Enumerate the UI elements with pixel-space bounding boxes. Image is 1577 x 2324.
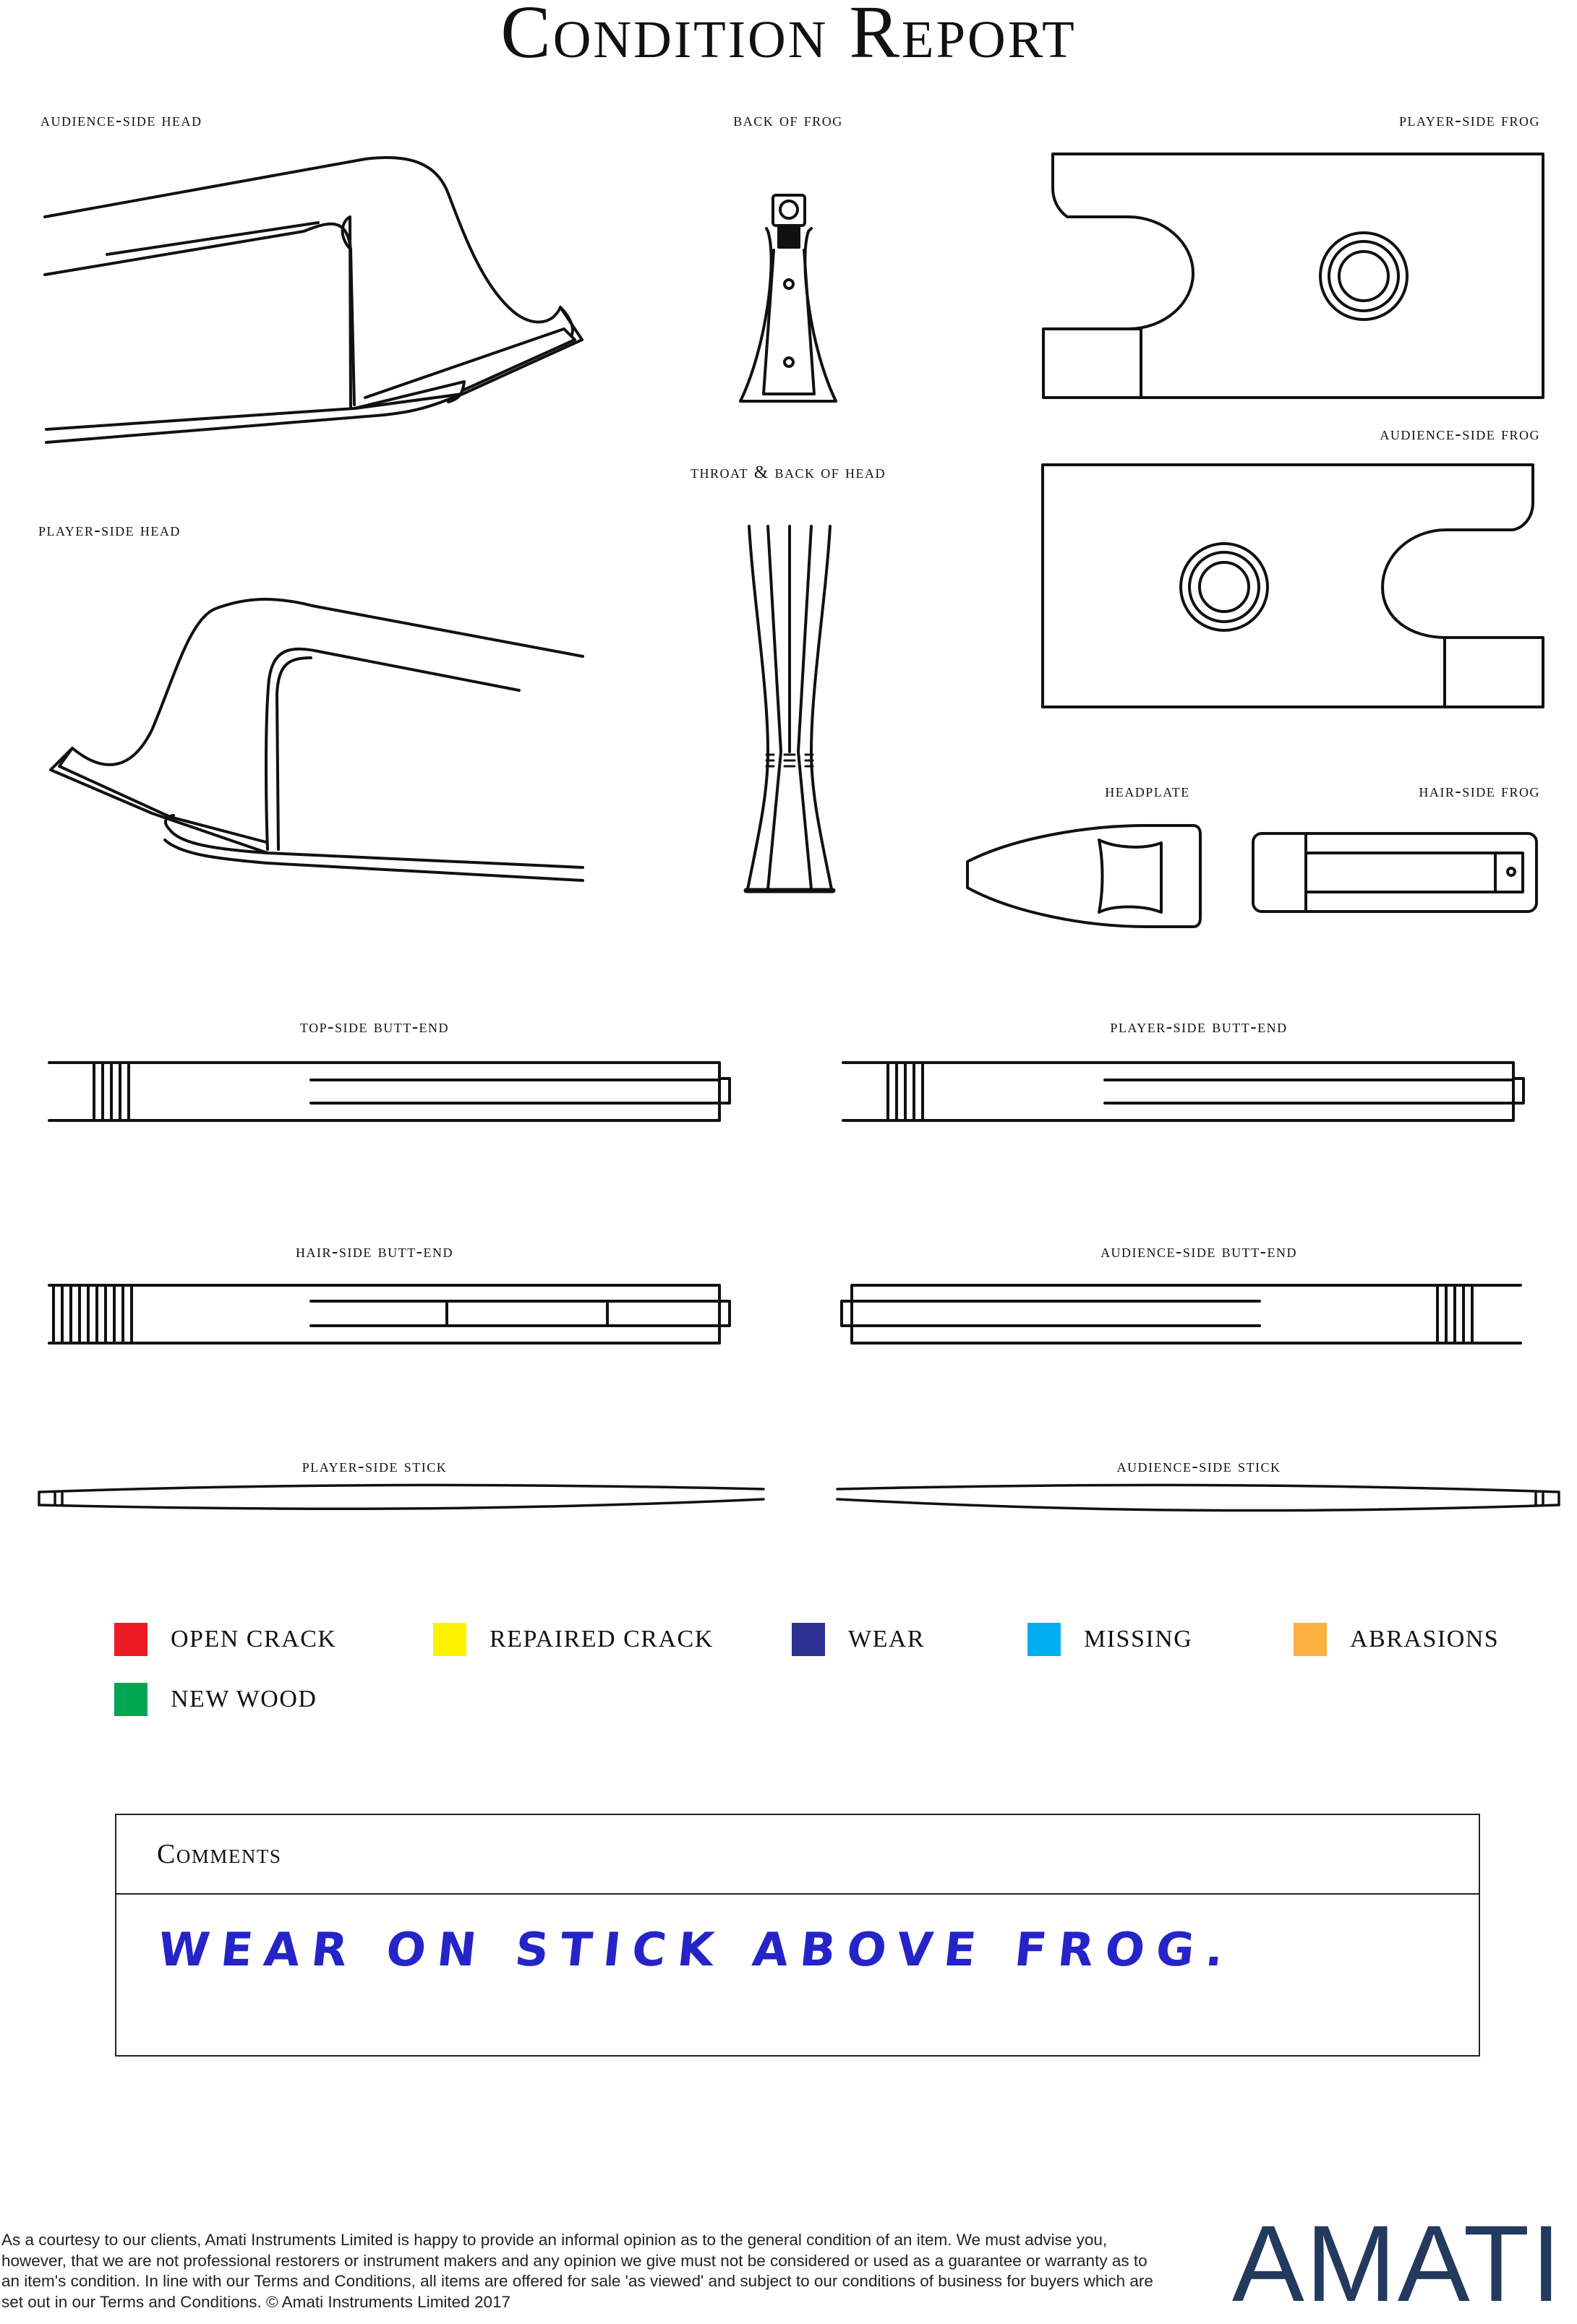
page-title: Condition Report [500, 0, 1077, 74]
legend-item-new-wood [114, 1682, 317, 1717]
amati-logo: AMATI [1231, 2203, 1563, 2324]
back-of-frog-drawing [740, 195, 836, 401]
throat-back-of-head-drawing [746, 526, 833, 891]
legend-label: MISSING [1084, 1626, 1193, 1652]
legend-item-wear [792, 1622, 925, 1657]
label-hair-side-butt-end: hair-side butt-end [296, 1242, 453, 1261]
hair-side-butt-end-drawing [49, 1285, 730, 1343]
label-player-side-butt-end: player-side butt-end [1110, 1017, 1288, 1037]
label-back-of-frog: back of frog [733, 111, 843, 130]
label-audience-side-head: audience-side head [40, 111, 202, 130]
audience-side-frog-drawing [1043, 465, 1543, 707]
label-throat-back-of-head: throat & back of head [691, 463, 886, 482]
headplate-drawing [967, 826, 1200, 927]
legend-item-missing [1027, 1622, 1192, 1657]
legend-swatch-abrasions [1294, 1623, 1327, 1656]
legend-swatch-open-crack [114, 1623, 148, 1656]
label-headplate: headplate [1105, 781, 1190, 801]
player-side-butt-end-drawing [843, 1063, 1523, 1120]
player-side-frog-drawing [1043, 154, 1543, 398]
legend-item-abrasions [1294, 1622, 1499, 1657]
label-player-side-frog: player-side frog [1399, 111, 1540, 130]
comments-title: Comments [157, 1839, 282, 1869]
audience-side-stick-drawing [837, 1485, 1559, 1510]
label-hair-side-frog: hair-side frog [1419, 781, 1540, 801]
audience-side-butt-end-drawing [842, 1285, 1521, 1343]
legend-label: REPAIRED CRACK [490, 1626, 714, 1652]
comments-header [116, 1815, 1479, 1895]
hair-side-frog-drawing [1253, 833, 1537, 912]
label-player-side-head: player-side head [38, 520, 181, 540]
legend-item-repaired-crack [433, 1622, 714, 1657]
top-side-butt-end-drawing [49, 1063, 730, 1120]
comments-handwritten-text: WEAR ON STICK ABOVE FROG. [155, 1924, 1238, 1977]
legend-item-open-crack [114, 1622, 336, 1657]
label-top-side-butt-end: top-side butt-end [299, 1017, 450, 1037]
legend-label: WEAR [848, 1626, 926, 1652]
legend-swatch-wear [792, 1623, 825, 1656]
legend-label: OPEN CRACK [171, 1626, 337, 1652]
audience-side-head-drawing [45, 158, 582, 442]
label-audience-side-stick: audience-side stick [1116, 1457, 1281, 1476]
legend-swatch-repaired-crack [433, 1623, 466, 1656]
comments-box [115, 1814, 1480, 2057]
legend-swatch-new-wood [114, 1683, 148, 1716]
disclaimer-text: As a courtesy to our clients, Amati Instruments Limited is happy to provide an informal opinion as to the general condition of an item. We must advise you, however, that we are not professional restorers or instrument makers and any opinion we give must not be considered or used as a guarantee or warranty as to an item's condition. In line with our Terms and Conditions, all items are offered for sale 'as viewed' and subject to our conditions of business for buyers which are set out in our Terms and Conditions. © Amati Instruments Limited 2017 [1, 2231, 1153, 2311]
label-audience-side-butt-end: audience-side butt-end [1101, 1242, 1297, 1261]
player-side-stick-drawing [39, 1485, 764, 1509]
label-player-side-stick: player-side stick [302, 1457, 448, 1476]
legend-swatch-missing [1027, 1623, 1061, 1656]
legend-label: ABRASIONS [1350, 1626, 1500, 1652]
player-side-head-drawing [51, 599, 583, 880]
legend-label: NEW WOOD [171, 1686, 317, 1712]
label-audience-side-frog: audience-side frog [1380, 424, 1540, 444]
